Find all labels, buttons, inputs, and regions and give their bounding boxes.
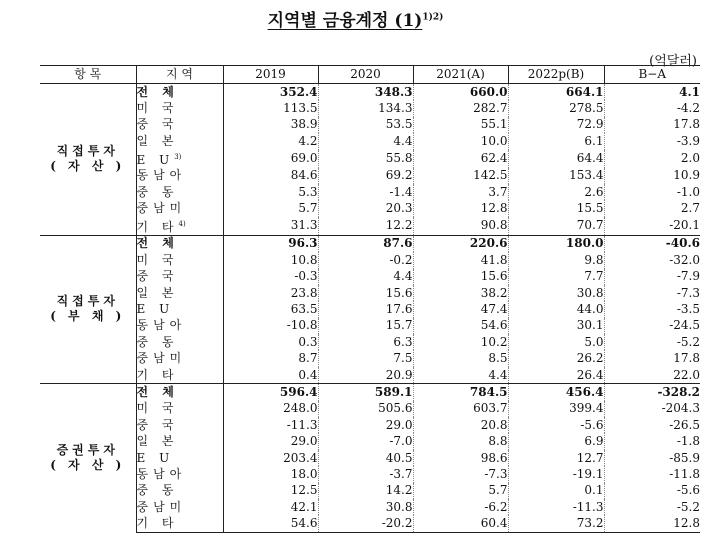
value-cell: -3.7 <box>318 466 413 482</box>
region-label: E U <box>136 152 175 167</box>
value-cell: 142.5 <box>413 168 508 184</box>
region-cell <box>136 401 223 417</box>
region-label: 중 국 <box>136 417 179 432</box>
region-cell <box>136 200 223 216</box>
value-cell: 30.8 <box>318 499 413 515</box>
table-row <box>40 117 700 133</box>
value-cell: 456.4 <box>508 384 604 401</box>
title-footnote-marker: 1)2) <box>422 12 444 23</box>
value-cell: 38.2 <box>413 285 508 301</box>
value-cell: -7.0 <box>318 433 413 449</box>
value-cell: 0.4 <box>298 367 318 382</box>
value-cell: 4.1 <box>604 84 700 101</box>
value-cell: 17.6 <box>318 301 413 317</box>
region-label: 중 동 <box>136 334 179 349</box>
header-row <box>40 66 700 84</box>
table-row <box>40 133 700 149</box>
footnote-marker: 3) <box>174 152 182 161</box>
value-cell: 203.4 <box>283 450 318 465</box>
value-cell: 5.0 <box>508 334 604 350</box>
value-cell: 64.4 <box>508 150 604 168</box>
region-cell <box>136 466 223 482</box>
value-cell: 14.2 <box>318 483 413 499</box>
value-cell: 134.3 <box>318 100 413 116</box>
region-label: 중 동 <box>136 483 179 498</box>
value-cell: 6.3 <box>318 334 413 350</box>
value-cell: 38.9 <box>290 117 318 132</box>
value-cell: 12.7 <box>508 450 604 466</box>
value-cell: 4.2 <box>298 133 318 148</box>
region-label: 기 타 <box>136 219 179 234</box>
value-cell: -1.4 <box>318 184 413 200</box>
value-cell: 72.9 <box>508 117 604 133</box>
value-cell: 589.1 <box>318 384 413 401</box>
region-label: 동남아 <box>136 466 187 481</box>
value-cell: -19.1 <box>508 466 604 482</box>
value-cell: 26.4 <box>508 367 604 384</box>
region-cell <box>136 84 223 101</box>
region-cell <box>136 433 223 449</box>
value-cell: 180.0 <box>508 235 604 252</box>
value-cell: 282.7 <box>413 100 508 116</box>
value-cell: 3.7 <box>413 184 508 200</box>
value-cell: 603.7 <box>413 401 508 417</box>
table-row <box>40 350 700 366</box>
section-label-line1: 직접투자 <box>56 144 119 159</box>
value-cell: 15.5 <box>508 200 604 216</box>
value-cell: 596.4 <box>223 384 318 401</box>
value-cell: 784.5 <box>413 384 508 401</box>
region-cell <box>136 168 223 184</box>
value-cell: 40.5 <box>318 450 413 466</box>
value-cell: 20.9 <box>318 367 413 384</box>
region-cell <box>136 318 223 334</box>
region-label: 일 본 <box>136 133 179 148</box>
region-cell <box>136 483 223 499</box>
value-cell: 4.4 <box>318 269 413 285</box>
value-cell: -5.2 <box>604 334 700 350</box>
value-cell: 220.6 <box>413 235 508 252</box>
region-cell <box>136 350 223 366</box>
value-cell: -3.9 <box>604 133 700 149</box>
header-2021: 2021(A) <box>413 66 508 84</box>
value-cell: 30.8 <box>508 285 604 301</box>
value-cell: 4.4 <box>318 133 413 149</box>
value-cell: -7.9 <box>604 269 700 285</box>
region-label: 미 국 <box>136 101 179 116</box>
value-cell: 12.2 <box>318 217 413 236</box>
value-cell: -20.1 <box>604 217 700 236</box>
header-2022: 2022p(B) <box>508 66 604 84</box>
value-cell: 70.7 <box>508 217 604 236</box>
value-cell: 9.8 <box>508 252 604 268</box>
region-label: 중남미 <box>136 201 187 216</box>
value-cell: 278.5 <box>508 100 604 116</box>
value-cell: 12.5 <box>290 483 318 498</box>
value-cell: 62.4 <box>413 150 508 168</box>
value-cell: 69.2 <box>318 168 413 184</box>
value-cell: -1.8 <box>604 433 700 449</box>
value-cell: 18.0 <box>290 466 318 481</box>
value-cell: -5.6 <box>508 417 604 433</box>
footnote-marker: 4) <box>178 219 186 228</box>
region-cell <box>136 184 223 200</box>
value-cell: -5.6 <box>604 483 700 499</box>
table-row <box>40 417 700 433</box>
value-cell: 5.7 <box>413 483 508 499</box>
table-row <box>40 450 700 466</box>
value-cell: -7.3 <box>604 285 700 301</box>
table-row <box>40 433 700 449</box>
value-cell: -10.8 <box>286 318 318 333</box>
value-cell: 12.8 <box>604 515 700 532</box>
region-label: 전 체 <box>136 84 179 99</box>
region-label: 전 체 <box>136 236 179 251</box>
table-row <box>40 100 700 116</box>
value-cell: 8.7 <box>298 351 318 366</box>
region-cell <box>136 334 223 350</box>
value-cell: 44.0 <box>508 301 604 317</box>
value-cell: 54.6 <box>413 318 508 334</box>
value-cell: -0.3 <box>294 269 318 284</box>
region-cell <box>136 450 223 466</box>
value-cell: 60.4 <box>413 515 508 532</box>
value-cell: -40.6 <box>604 235 700 252</box>
region-label: 동남아 <box>136 318 187 333</box>
value-cell: 248.0 <box>283 401 318 416</box>
table-row <box>40 235 700 252</box>
value-cell: 12.8 <box>413 200 508 216</box>
region-label: E U <box>136 301 175 316</box>
value-cell: -32.0 <box>604 252 700 268</box>
section-label <box>40 384 136 533</box>
value-cell: 87.6 <box>318 235 413 252</box>
value-cell: 98.6 <box>413 450 508 466</box>
region-label: 동남아 <box>136 168 187 183</box>
value-cell: 31.3 <box>290 218 318 233</box>
section-label-line1: 증권투자 <box>56 443 119 458</box>
value-cell: 15.6 <box>318 285 413 301</box>
table-row <box>40 285 700 301</box>
value-cell: 69.0 <box>290 151 318 166</box>
table-row <box>40 150 700 168</box>
value-cell: 6.9 <box>508 433 604 449</box>
region-cell <box>136 269 223 285</box>
value-cell: 96.3 <box>223 235 318 252</box>
value-cell: 84.6 <box>290 168 318 183</box>
value-cell: 7.5 <box>318 350 413 366</box>
region-label: 중 국 <box>136 269 179 284</box>
value-cell: 6.1 <box>508 133 604 149</box>
value-cell: -328.2 <box>604 384 700 401</box>
section-label <box>40 235 136 384</box>
value-cell: -6.2 <box>413 499 508 515</box>
region-label: 일 본 <box>136 434 179 449</box>
value-cell: 5.3 <box>298 184 318 199</box>
header-diff: B−A <box>604 66 700 84</box>
value-cell: 8.5 <box>413 350 508 366</box>
value-cell: -11.8 <box>604 466 700 482</box>
region-cell <box>136 285 223 301</box>
value-cell: 10.0 <box>413 133 508 149</box>
table-row <box>40 515 700 532</box>
value-cell: 399.4 <box>508 401 604 417</box>
value-cell: 63.5 <box>290 301 318 316</box>
table-row <box>40 401 700 417</box>
value-cell: 29.0 <box>318 417 413 433</box>
value-cell: 20.8 <box>413 417 508 433</box>
value-cell: 73.2 <box>508 515 604 532</box>
value-cell: 55.1 <box>413 117 508 133</box>
value-cell: 55.8 <box>318 150 413 168</box>
table-row <box>40 200 700 216</box>
table-row <box>40 217 700 236</box>
value-cell: 153.4 <box>508 168 604 184</box>
section-label-line2: ( 자 산 ) <box>50 159 126 174</box>
value-cell: 505.6 <box>318 401 413 417</box>
value-cell: 23.8 <box>290 285 318 300</box>
table-row <box>40 334 700 350</box>
value-cell: -204.3 <box>604 401 700 417</box>
value-cell: 2.7 <box>604 200 700 216</box>
region-cell <box>136 417 223 433</box>
page-title <box>0 6 711 31</box>
region-cell <box>136 235 223 252</box>
value-cell: 15.6 <box>413 269 508 285</box>
value-cell: -26.5 <box>604 417 700 433</box>
region-label: 중 동 <box>136 184 179 199</box>
value-cell: -3.5 <box>604 301 700 317</box>
region-label: 전 체 <box>136 384 179 399</box>
region-label: 중 국 <box>136 117 179 132</box>
value-cell: 26.2 <box>508 350 604 366</box>
value-cell: 41.8 <box>413 252 508 268</box>
value-cell: 47.4 <box>413 301 508 317</box>
value-cell: 352.4 <box>223 84 318 101</box>
region-cell <box>136 117 223 133</box>
region-label: 일 본 <box>136 285 179 300</box>
value-cell: 90.8 <box>413 217 508 236</box>
region-cell <box>136 301 223 317</box>
value-cell: 4.4 <box>413 367 508 384</box>
value-cell: -24.5 <box>604 318 700 334</box>
value-cell: 5.7 <box>298 201 318 216</box>
table-row <box>40 84 700 101</box>
header-2020: 2020 <box>318 66 413 84</box>
table-row <box>40 168 700 184</box>
value-cell: -1.0 <box>604 184 700 200</box>
value-cell: 42.1 <box>290 499 318 514</box>
header-region: 지 역 <box>136 66 223 84</box>
value-cell: -11.3 <box>286 417 318 432</box>
region-label: 중남미 <box>136 499 187 514</box>
value-cell: 54.6 <box>223 515 318 532</box>
region-cell <box>136 499 223 515</box>
value-cell: -85.9 <box>604 450 700 466</box>
table-row <box>40 252 700 268</box>
value-cell: 20.3 <box>318 200 413 216</box>
table-row <box>40 384 700 401</box>
region-cell <box>136 515 223 532</box>
value-cell: 17.8 <box>604 350 700 366</box>
value-cell: 30.1 <box>508 318 604 334</box>
value-cell: 660.0 <box>413 84 508 101</box>
region-label: 기 타 <box>136 367 179 382</box>
region-cell <box>136 100 223 116</box>
value-cell: 0.3 <box>298 334 318 349</box>
value-cell: 29.0 <box>290 434 318 449</box>
table-row <box>40 367 700 384</box>
header-item: 항 목 <box>40 66 136 84</box>
value-cell: 664.1 <box>508 84 604 101</box>
value-cell: 15.7 <box>318 318 413 334</box>
section-label-line1: 직접투자 <box>56 294 119 309</box>
region-label: 기 타 <box>136 516 179 531</box>
region-label: 미 국 <box>136 401 179 416</box>
title-text: 지역별 금융계정 (1) <box>267 11 423 31</box>
region-cell <box>136 367 223 384</box>
value-cell: 10.9 <box>604 168 700 184</box>
value-cell: 348.3 <box>318 84 413 101</box>
table-row <box>40 466 700 482</box>
value-cell: -4.2 <box>604 100 700 116</box>
table-row <box>40 483 700 499</box>
value-cell: 2.6 <box>508 184 604 200</box>
table-row <box>40 318 700 334</box>
region-cell <box>136 217 223 236</box>
unit-label: (억달러) <box>649 54 697 69</box>
value-cell: -11.3 <box>508 499 604 515</box>
value-cell: 0.1 <box>508 483 604 499</box>
table-row <box>40 184 700 200</box>
table-body <box>40 84 700 533</box>
value-cell: -7.3 <box>413 466 508 482</box>
value-cell: 17.8 <box>604 117 700 133</box>
table-row <box>40 269 700 285</box>
value-cell: 8.8 <box>413 433 508 449</box>
value-cell: 10.8 <box>290 252 318 267</box>
value-cell: -5.2 <box>604 499 700 515</box>
value-cell: 113.5 <box>283 101 318 116</box>
table-row <box>40 301 700 317</box>
value-cell: 10.2 <box>413 334 508 350</box>
region-cell <box>136 133 223 149</box>
region-cell <box>136 384 223 401</box>
value-cell: 2.0 <box>604 150 700 168</box>
region-label: 미 국 <box>136 252 179 267</box>
table-row <box>40 499 700 515</box>
section-label <box>40 84 136 236</box>
region-cell <box>136 252 223 268</box>
financial-account-table <box>40 65 700 533</box>
region-label: 중남미 <box>136 351 187 366</box>
section-label-line2: ( 부 채 ) <box>50 309 126 324</box>
value-cell: -0.2 <box>318 252 413 268</box>
region-cell <box>136 150 223 168</box>
value-cell: 7.7 <box>508 269 604 285</box>
header-2019: 2019 <box>223 66 318 84</box>
section-label-line2: ( 자 산 ) <box>50 458 126 473</box>
value-cell: 22.0 <box>604 367 700 384</box>
value-cell: 53.5 <box>318 117 413 133</box>
region-label: E U <box>136 450 175 465</box>
value-cell: -20.2 <box>318 515 413 532</box>
